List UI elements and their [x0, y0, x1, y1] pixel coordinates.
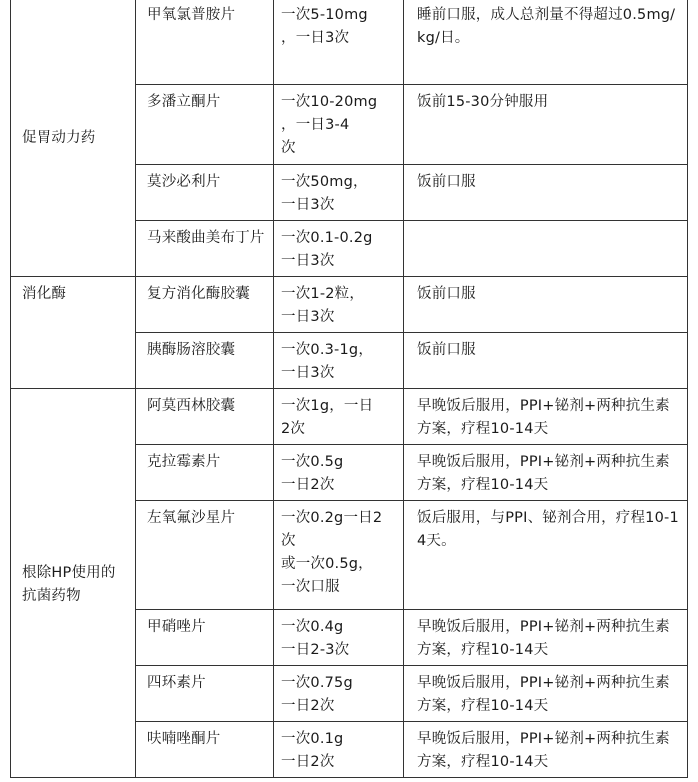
dosage-line: 一次0.1-0.2g [281, 230, 373, 246]
dosage-line: 一日3次 [281, 309, 335, 325]
dosage-cell [274, 221, 404, 277]
dosage-cell [274, 445, 404, 501]
usage-note-cell: 早晚饭后服用，PPI+铋剂+两种抗生素方案，疗程10-14天 [404, 610, 688, 666]
table-row [11, 0, 688, 85]
dosage-line: 一次1g，一日 [281, 398, 374, 414]
drug-name-cell: 马来酸曲美布丁片 [136, 221, 274, 277]
dosage-cell [274, 722, 404, 778]
dosage-cell [274, 389, 404, 445]
dosage-line: 一次0.2g一日2次 [281, 510, 383, 549]
drug-name-cell: 复方消化酶胶囊 [136, 277, 274, 333]
usage-note-cell [404, 221, 688, 277]
dosage-line: ，一日3次 [281, 30, 350, 46]
table-row [11, 389, 688, 445]
dosage-line: 次 [281, 140, 296, 156]
drug-name-cell: 甲氧氯普胺片 [136, 0, 274, 85]
category-cell: 消化酶 [11, 277, 136, 389]
dosage-cell [274, 610, 404, 666]
dosage-cell [274, 333, 404, 389]
dosage-line: 一日2-3次 [281, 642, 350, 658]
table-body [11, 0, 688, 778]
dosage-line: 2次 [281, 421, 306, 437]
dosage-cell [274, 165, 404, 221]
drug-name-cell: 四环素片 [136, 666, 274, 722]
drug-name-cell: 左氧氟沙星片 [136, 501, 274, 610]
drug-name-cell: 克拉霉素片 [136, 445, 274, 501]
dosage-line: 一日2次 [281, 698, 335, 714]
dosage-line: 一日3次 [281, 253, 335, 269]
usage-note-cell: 早晚饭后服用，PPI+铋剂+两种抗生素方案，疗程10-14天 [404, 722, 688, 778]
drug-name-cell: 莫沙必利片 [136, 165, 274, 221]
dosage-line: 一次0.5g [281, 454, 344, 470]
usage-note-cell: 早晚饭后服用，PPI+铋剂+两种抗生素方案，疗程10-14天 [404, 666, 688, 722]
table-row [11, 277, 688, 333]
drug-name-cell: 阿莫西林胶囊 [136, 389, 274, 445]
usage-note-cell: 饭前口服 [404, 277, 688, 333]
dosage-line: 一次0.4g [281, 619, 344, 635]
dosage-cell [274, 0, 404, 85]
dosage-line: 一次5-10mg [281, 7, 368, 23]
drug-name-cell: 呋喃唑酮片 [136, 722, 274, 778]
dosage-line: ，一日3-4 [281, 117, 350, 133]
dosage-line: 一日2次 [281, 477, 335, 493]
usage-note-cell: 饭后服用，与PPI、铋剂合用，疗程10-14天。 [404, 501, 688, 610]
dosage-line: 一次50mg， [281, 174, 368, 190]
usage-note-cell: 早晚饭后服用，PPI+铋剂+两种抗生素方案，疗程10-14天 [404, 445, 688, 501]
dosage-line: 一次1-2粒， [281, 286, 365, 302]
usage-note-cell: 睡前口服，成人总剂量不得超过0.5mg/kg/日。 [404, 0, 688, 85]
category-cell: 促胃动力药 [11, 0, 136, 277]
drug-name-cell: 甲硝唑片 [136, 610, 274, 666]
medication-table [10, 0, 688, 778]
dosage-line: 一次0.3-1g， [281, 342, 374, 358]
dosage-line: 一日3次 [281, 365, 335, 381]
dosage-line: 一日3次 [281, 197, 335, 213]
drug-name-cell: 胰酶肠溶胶囊 [136, 333, 274, 389]
dosage-cell [274, 501, 404, 610]
dosage-cell [274, 666, 404, 722]
dosage-line: 一日2次 [281, 754, 335, 770]
dosage-line: 一次10-20mg [281, 94, 378, 110]
usage-note-cell: 饭前15-30分钟服用 [404, 85, 688, 165]
usage-note-cell: 饭前口服 [404, 165, 688, 221]
dosage-cell [274, 85, 404, 165]
category-cell: 根除HP使用的抗菌药物 [11, 389, 136, 778]
dosage-line: 一次0.75g [281, 675, 353, 691]
drug-name-cell: 多潘立酮片 [136, 85, 274, 165]
dosage-cell [274, 277, 404, 333]
dosage-line: 一次0.1g [281, 731, 344, 747]
dosage-line: 一次口服 [281, 579, 340, 595]
dosage-line: 或一次0.5g， [281, 556, 373, 572]
usage-note-cell: 早晚饭后服用，PPI+铋剂+两种抗生素方案，疗程10-14天 [404, 389, 688, 445]
usage-note-cell: 饭前口服 [404, 333, 688, 389]
